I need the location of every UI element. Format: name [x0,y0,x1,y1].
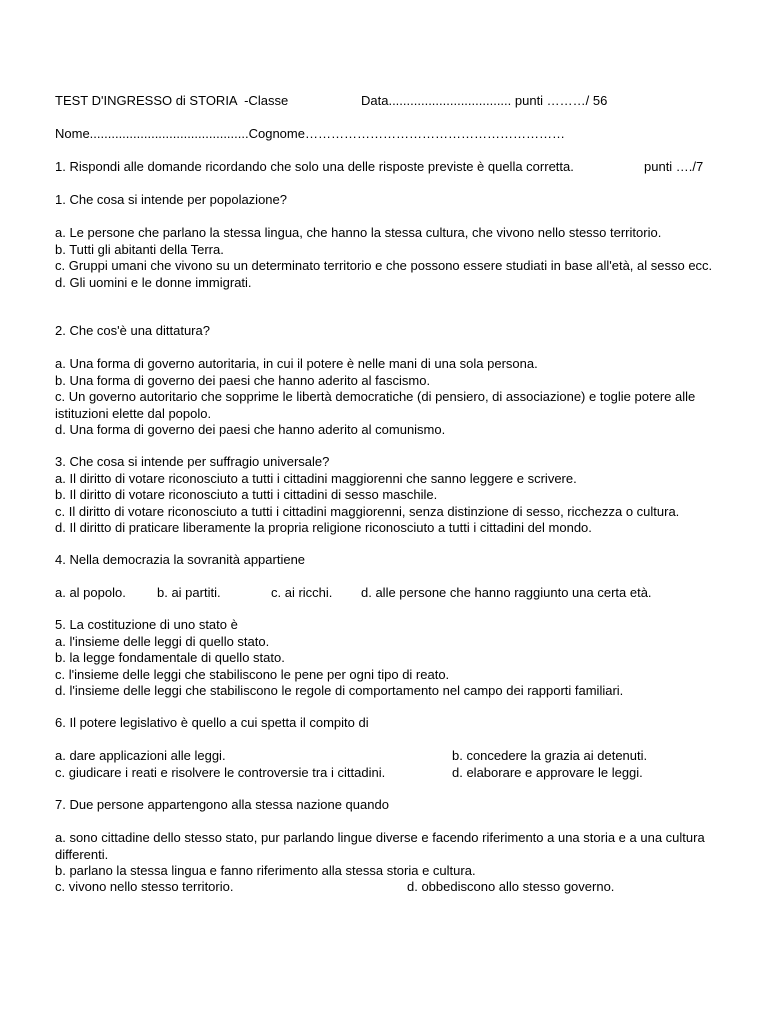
option-b: b. Tutti gli abitanti della Terra. [55,241,224,257]
option-a: a. sono cittadine dello stesso stato, pur parlando lingue diverse e facendo riferimento a una storia e a una cultura differenti. [55,830,705,862]
question-text: 3. Che cosa si intende per suffragio universale? [55,454,330,469]
question-7-option-d: d. obbediscono allo stesso governo. [407,879,615,894]
test-title: TEST D'INGRESSO di STORIA -Classe [55,93,289,108]
question-6-option-a: a. dare applicazioni alle leggi. [55,748,226,763]
question-7-options [55,830,725,880]
option-b: b. Il diritto di votare riconosciuto a tutti i cittadini di sesso maschile. [55,487,438,502]
question-4-option-b: b. ai partiti. [157,585,221,600]
option-a: a. Una forma di governo autoritaria, in cui il potere è nelle mani di una sola persona. [55,356,538,371]
section-instruction: 1. Rispondi alle domande ricordando che solo una delle risposte previste è quella corretta. [55,159,574,174]
question-1 [55,192,725,209]
option-d: d. Il diritto di praticare liberamente la propria religione riconosciuto a tutti i cittadini del mondo. [55,520,592,535]
section-points: punti …./7 [644,159,704,174]
question-2 [55,323,725,340]
name-surname-line: Nome............................................Cognome…………………………………………………… [55,126,565,141]
option-d: d. l'insieme delle leggi che stabiliscono le regole di comportamento nel campo dei rapporti familiari. [55,683,624,698]
question-3 [55,454,725,537]
question-4-option-d: d. alle persone che hanno raggiunto una certa età. [361,585,652,600]
question-7-text: 7. Due persone appartengono alla stessa nazione quando [55,797,389,812]
question-6-option-c: c. giudicare i reati e risolvere le controversie tra i cittadini. [55,765,386,780]
question-2-options [55,356,725,439]
option-a: a. Il diritto di votare riconosciuto a tutti i cittadini maggiorenni che sanno leggere e scrivere. [55,470,577,486]
question-text: 5. La costituzione di uno stato è [55,617,238,632]
question-6-option-b: b. concedere la grazia ai detenuti. [452,748,648,763]
option-d: d. Gli uomini e le donne immigrati. [55,274,252,290]
option-d: d. Una forma di governo dei paesi che hanno aderito al comunismo. [55,422,446,437]
option-c: c. Un governo autoritario che sopprime le libertà democratiche (di pensiero, di associazione) e toglie potere alle istituzioni elette dal popolo. [55,389,696,421]
question-6-option-d: d. elaborare e approvare le leggi. [452,765,643,780]
question-4-option-a: a. al popolo. [55,585,126,600]
question-text: 1. Che cosa si intende per popolazione? [55,192,287,207]
question-5 [55,617,725,700]
option-c: c. Il diritto di votare riconosciuto a tutti i cittadini maggiorenni, senza distinzione di sesso, ricchezza o cultura. [55,503,680,519]
option-c: c. l'insieme delle leggi che stabiliscono le pene per ogni tipo di reato. [55,666,450,682]
question-1-options [55,225,725,291]
option-c: c. Gruppi umani che vivono su un determinato territorio e che possono essere studiati in base all'età, al sesso ecc. [55,258,713,273]
option-b: b. parlano la stessa lingua e fanno riferimento alla stessa storia e cultura. [55,863,476,878]
option-b: b. Una forma di governo dei paesi che hanno aderito al fascismo. [55,372,431,388]
option-a: a. Le persone che parlano la stessa lingua, che hanno la stessa cultura, che vivono nello stesso territorio. [55,225,662,240]
question-4-option-c: c. ai ricchi. [271,585,333,600]
question-7-option-c: c. vivono nello stesso territorio. [55,879,234,894]
option-a: a. l'insieme delle leggi di quello stato. [55,633,270,649]
question-text: 2. Che cos'è una dittatura? [55,323,210,338]
option-b: b. la legge fondamentale di quello stato. [55,650,285,665]
question-6-text: 6. Il potere legislativo è quello a cui spetta il compito di [55,715,369,730]
date-and-score: Data.................................. punti ………/ 56 [361,93,608,108]
question-4-text: 4. Nella democrazia la sovranità appartiene [55,552,306,567]
